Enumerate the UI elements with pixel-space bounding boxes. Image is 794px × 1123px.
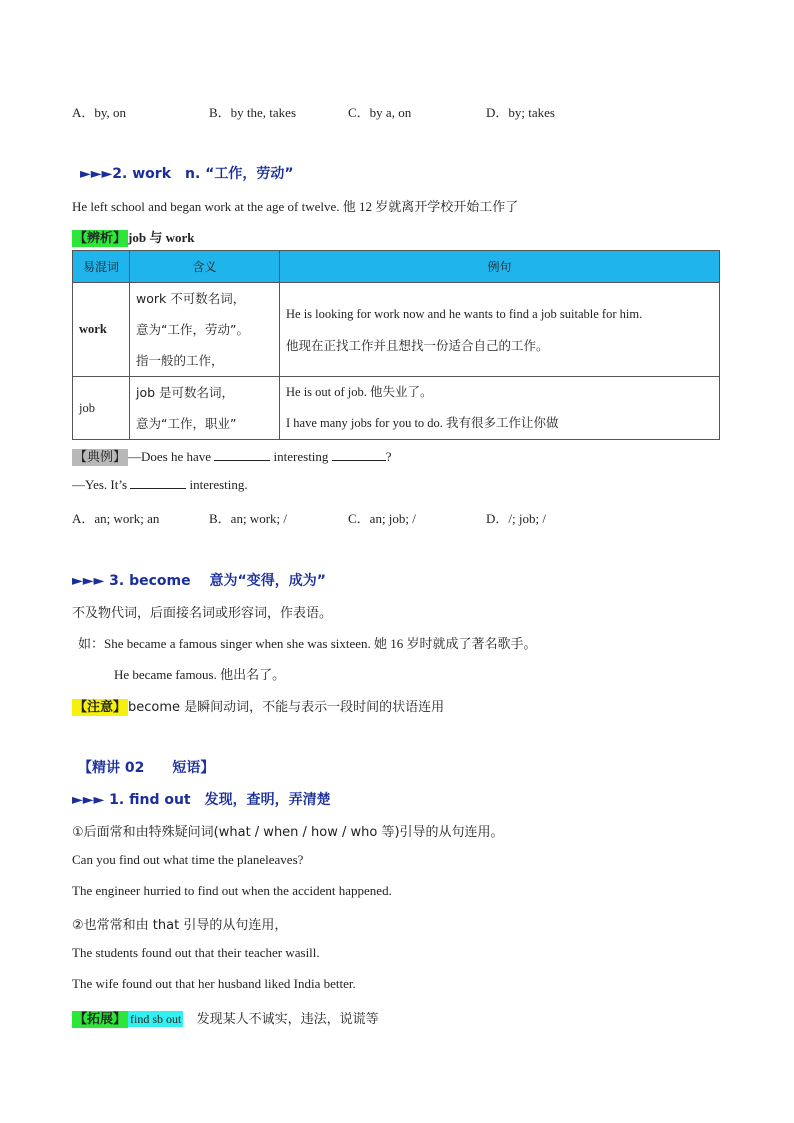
extension-line [72,1008,379,1027]
become-heading: ►►► 3. become 意为“变得，成为” [72,573,326,589]
header-meaning: 含义 [130,251,280,283]
become-desc: 不及物代词，后面接名词或形容词，作表语。 [72,606,333,621]
row-examples [280,377,720,440]
example-option-c: C．an; job; / [348,511,416,526]
header-example: 例句 [280,251,720,283]
work-heading: ►►►2. work n. “工作，劳动” [80,166,294,182]
example-text: ? [385,449,392,464]
find-out-line-1: ①后面常和由特殊疑问词(what / when / how / who 等)引导的从句连用。 [72,825,504,840]
find-out-line-5: The students found out that their teacher wasill. [72,945,320,960]
find-out-line-3: The engineer hurried to find out when the accident happened. [72,883,392,898]
find-out-line-2: Can you find out what time the planeleaves? [72,852,304,867]
answer-blank [130,477,186,489]
row-word: work [73,283,130,377]
row-word: job [73,377,130,440]
answer-blank [332,449,386,461]
q1-option-d: D．by; takes [486,105,555,120]
example-line: He is looking for work now and he wants to find a job suitable for him. [286,306,643,321]
example-text: —Does he have [128,449,212,464]
q1-option-b: B．by the, takes [209,105,297,120]
become-example-2: He became famous. 他出名了。 [114,667,286,682]
analysis-text: job 与 work [128,230,195,245]
analysis-line [72,227,194,246]
work-sentence: He left school and began work at the age of twelve. 他 12 岁就离开学校开始工作了 [72,199,519,214]
row-meaning [130,283,280,377]
example-line-1 [72,446,391,465]
extension-tag: 【拓展】 [74,1012,127,1027]
find-out-heading: ►►► 1. find out 发现，查明，弄清楚 [72,792,331,808]
q1-option-c: C．by a, on [348,105,412,120]
example-text: interesting [273,449,329,464]
note-line [72,696,444,715]
example-option-a: A．an; work; an [72,511,160,526]
example-text: —Yes. It’s [72,477,128,492]
extension-text: 发现某人不诚实，违法，说谎等 [196,1012,379,1027]
example-text: interesting. [189,477,248,492]
answer-blank [214,449,270,461]
meaning-line: job 是可数名词， [136,385,235,400]
table-header-row [73,251,720,283]
meaning-line: work 不可数名词， [136,291,246,306]
analysis-tag: 【辨析】 [74,231,127,246]
table-row [73,283,720,377]
table-row [73,377,720,440]
example-line: 他现在正找工作并且想找一份适合自己的工作。 [286,337,549,353]
section2-title: 【精讲 02 短语】 [78,760,215,776]
meaning-line: 意为“工作，劳动”。 [136,322,249,337]
row-meaning [130,377,280,440]
row-examples [280,283,720,377]
example-line-2 [72,477,248,493]
example-option-d: D．/; job; / [486,511,546,526]
meaning-line: 意为“工作，职业” [136,416,237,431]
comparison-table [72,250,720,440]
example-line: He is out of job. 他失业了。 [286,385,433,399]
example-option-b: B．an; work; / [209,511,287,526]
note-tag: 【注意】 [74,700,127,715]
example-tag: 【典例】 [74,450,127,465]
meaning-line: 指一般的工作， [136,353,224,368]
header-word: 易混词 [73,251,130,283]
extension-phrase: find sb out [130,1012,182,1026]
note-text: become 是瞬间动词，不能与表示一段时间的状语连用 [128,700,445,715]
example-line: I have many jobs for you to do. 我有很多工作让你做 [286,416,559,430]
q1-option-a: A．by, on [72,105,127,120]
become-example-1: 如：She became a famous singer when she was sixteen. 她 16 岁时就成了著名歌手。 [78,636,537,651]
find-out-line-6: The wife found out that her husband liked India better. [72,976,356,991]
find-out-line-4: ②也常常和由 that 引导的从句连用， [72,918,288,933]
